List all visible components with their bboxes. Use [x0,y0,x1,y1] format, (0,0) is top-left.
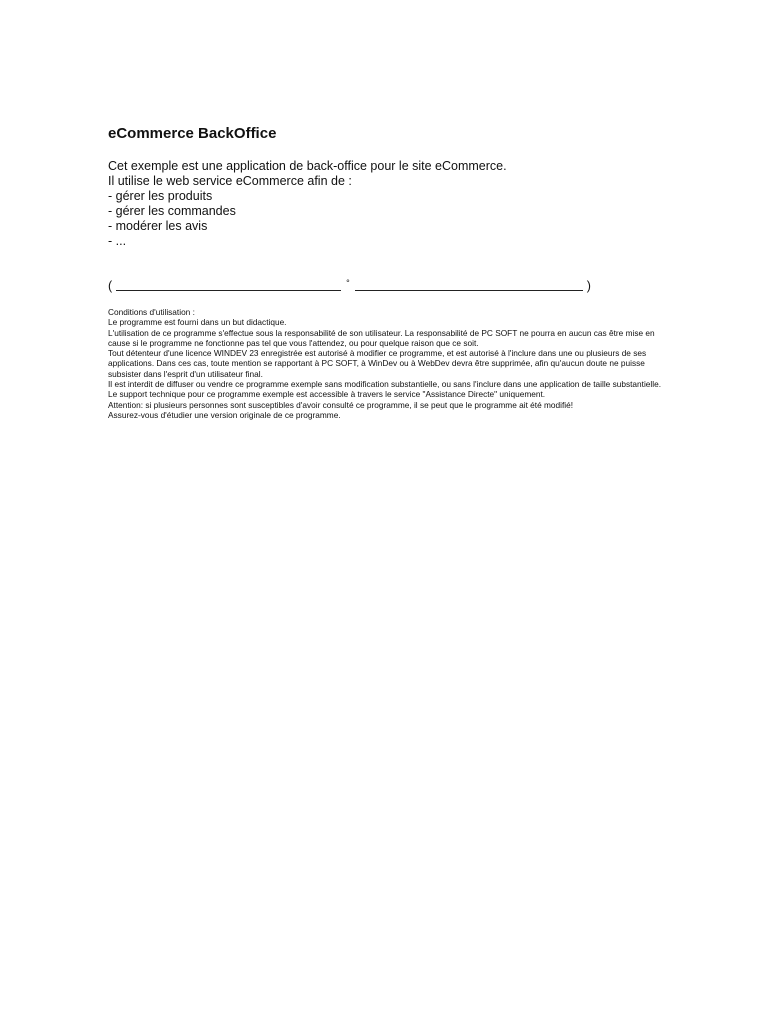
separator-line-right [355,278,583,291]
intro-line: Il utilise le web service eCommerce afin de : [108,174,352,188]
terms-of-use [108,307,678,420]
intro-list-item: - modérer les avis [108,219,208,233]
terms-paragraph: Le support technique pour ce programme exemple est accessible à travers le service "Assistance Directe" uniquement. [108,389,546,400]
terms-paragraph: L'utilisation de ce programme s'effectue sous la responsabilité de son utilisateur. La responsabilité de PC SOFT ne pourra en aucun cas être mise en cause si le programme ne fonctionne pas tel que vous l'attendez, ou pour quelque raison que ce soit. [108,327,655,348]
separator-line-left [116,278,341,291]
intro-line: Cet exemple est une application de back-office pour le site eCommerce. [108,159,507,173]
separator-degree-mark: ° [346,278,350,288]
separator-open-paren: ( [108,279,113,293]
intro-list-item: - gérer les commandes [108,204,236,218]
document-page [108,125,678,420]
terms-paragraph: Le programme est fourni dans un but didactique. [108,317,287,328]
terms-paragraph: Attention: si plusieurs personnes sont susceptibles d'avoir consulté ce programme, il se peut que le programme ait été modifié! [108,399,574,410]
intro-text [108,159,678,249]
terms-paragraph: Assurez-vous d'étudier une version originale de ce programme. [108,409,341,420]
separator-close-paren: ) [586,279,591,293]
intro-list-item: - gérer les produits [108,189,213,203]
terms-heading: Conditions d'utilisation : [108,307,195,317]
intro-list-item: - ... [108,234,127,248]
terms-paragraph: Tout détenteur d'une licence WINDEV 23 enregistrée est autorisé à modifier ce programme, et est autorisé à l'inclure dans une ou plusieurs de ses applications. Dans ces cas, toute mention se rapportant à PC SOFT, à WinDev ou à WebDev devra être supprimée, afin qu'aucun doute ne puisse subsister dans l'esprit d'un utilisateur final. [108,348,647,379]
document-title: eCommerce BackOffice [108,125,277,142]
terms-paragraph: Il est interdit de diffuser ou vendre ce programme exemple sans modification substantielle, ou sans l'inclure dans une application de taille substantielle. [108,379,662,390]
decorative-separator [108,277,678,295]
